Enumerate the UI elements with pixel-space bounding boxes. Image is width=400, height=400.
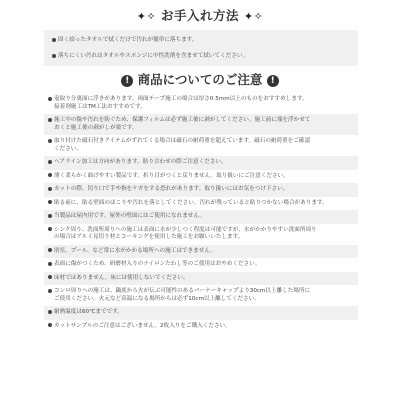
notice-item-text [44,156,358,167]
notice-list [44,93,358,395]
bullet-icon [48,310,52,314]
notice-item [44,170,358,184]
notice-item-text [44,210,358,221]
notice-item-text: おくと施工後の剥がしが楽です。 [54,124,138,131]
care-item: 固く絞ったタオルで拭くだけで汚れが簡単に落ちます。 [52,36,197,44]
notice-item-label: 床材ではありません。床には使用しないでください。 [54,274,189,281]
notice-item [44,245,358,259]
notice-item-label: 当製品は屋内用です。屋外の壁面にはご使用になれません。 [54,213,205,219]
notice-item [44,156,358,170]
bullet-icon [48,118,52,122]
notice-item-text [44,245,358,256]
notice-item-label: 壺取り分裏面に浮きがあります。両面テープ施工の場合は厚さ0.5mm以上のものをおすすめします。 [54,96,308,102]
bullet-icon [48,200,52,204]
notice-item-label: 取り付けた磁石付きアイテムがずれてくる場合は磁石の耐荷重を超えています。磁石の耐荷重をご確認 [54,138,311,144]
notice-item [44,183,358,197]
notice-item [44,285,358,306]
notice-item-text [44,114,358,125]
notice-item [44,197,358,211]
sparkle-left-icon: ✦✧ [136,10,157,23]
notice-item-text [44,170,358,181]
notice-item-label: シンク周り、洗面所周りへの施工は表面に水が少しつく程度は可能ですが、水がかかりやすい洗面所周り [54,226,317,233]
care-item: 落ちにくい汚れはタオルやスポンジに中性洗剤を含ませて拭いてください。 [52,52,248,60]
bullet-icon [48,160,52,164]
notice-item [44,135,358,156]
notice-item [44,210,358,224]
notice-item-label: カットの際、切り口で手や指をケガをする恐れがあります。取り扱いにはお気をつけ下さい。 [54,186,289,192]
warning-icon: ! [121,75,133,87]
warning-icon: ! [267,75,279,87]
bullet-icon [48,248,52,252]
bullet-icon [48,227,52,231]
bullet-icon [48,187,52,191]
notice-item-text: 接着剤施工はTM工法おすすめです。 [54,103,146,110]
bullet-icon [48,262,52,266]
notice-item-label: 表面に傷がつくため、研磨材入りのナイロンたわし等のご使用はおやめください。 [54,261,261,267]
bullet-icon [48,214,52,218]
notice-item [44,320,358,334]
notice-item-text [44,93,358,104]
notice-item-text [44,285,358,296]
notice-section-title [0,70,400,90]
notice-item [44,224,358,245]
notice-item-text [44,272,358,283]
notice-item-text: ご使用ください。火元など高温になる場所からは必ず10cm以上離してください。 [54,295,260,302]
bullet-icon [48,97,52,101]
bullet-icon [48,289,52,293]
notice-item-label: 施工中の傷や汚れを防ぐため、保護フィルムは必ず施工後に剥がしてください。施工前に端を浮かせて [54,117,311,123]
sparkle-right-icon: ✦✧ [243,10,264,23]
notice-item-text [44,224,358,235]
notice-item-label: カットサンプルのご注意はございません。2枚入りをご購入ください。 [54,322,231,329]
notice-item [44,272,358,286]
notice-item [44,258,358,272]
notice-item-label: ヘアライン加工は方向があります。貼り合わせの際ご注意ください。 [54,159,227,165]
bullet-icon [52,38,56,42]
notice-item-text [44,183,358,194]
notice-item-text: ください。 [54,145,82,152]
care-title-text: お手入れ方法 [160,8,239,23]
notice-title-text: 商品についてのご注意 [137,72,263,87]
notice-item-text [44,306,358,317]
notice-item [44,306,358,320]
care-box [44,30,358,66]
notice-item-label: 薄く柔らかく曲げやすい製品です。折り目がつくと戻りません。取り扱いにご注意ください。 [54,172,289,179]
notice-item-label: 貼る前に、貼る壁面のほこりや汚れを落としてください。汚れが残っていると貼りつかない場合があります。 [54,199,328,206]
bullet-icon [52,54,56,58]
notice-item-text [44,258,358,269]
bullet-icon [48,173,52,177]
notice-item [44,114,358,135]
bullet-icon [48,275,52,279]
notice-item-text [44,320,358,331]
bullet-icon [48,323,52,327]
care-section-title [0,6,400,26]
notice-item-text [44,197,358,208]
notice-item-label: 浴室、プール、など常に水がかかる場所への施工はできません。 [54,247,216,254]
notice-item-label: コンロ周りへの施工は、鍋底から火が伝ぶ可能性のあるバーナーキャップより30cm以上離した場所に [54,288,311,294]
notice-item-text: の場合はアルミ見切り材とコーキングを使用した施工をお願いいたします。 [54,234,244,240]
notice-item [44,93,358,114]
notice-item-text [44,135,358,146]
bullet-icon [48,139,52,143]
notice-item-label: 耐熱温度は60℃までです。 [54,309,123,315]
